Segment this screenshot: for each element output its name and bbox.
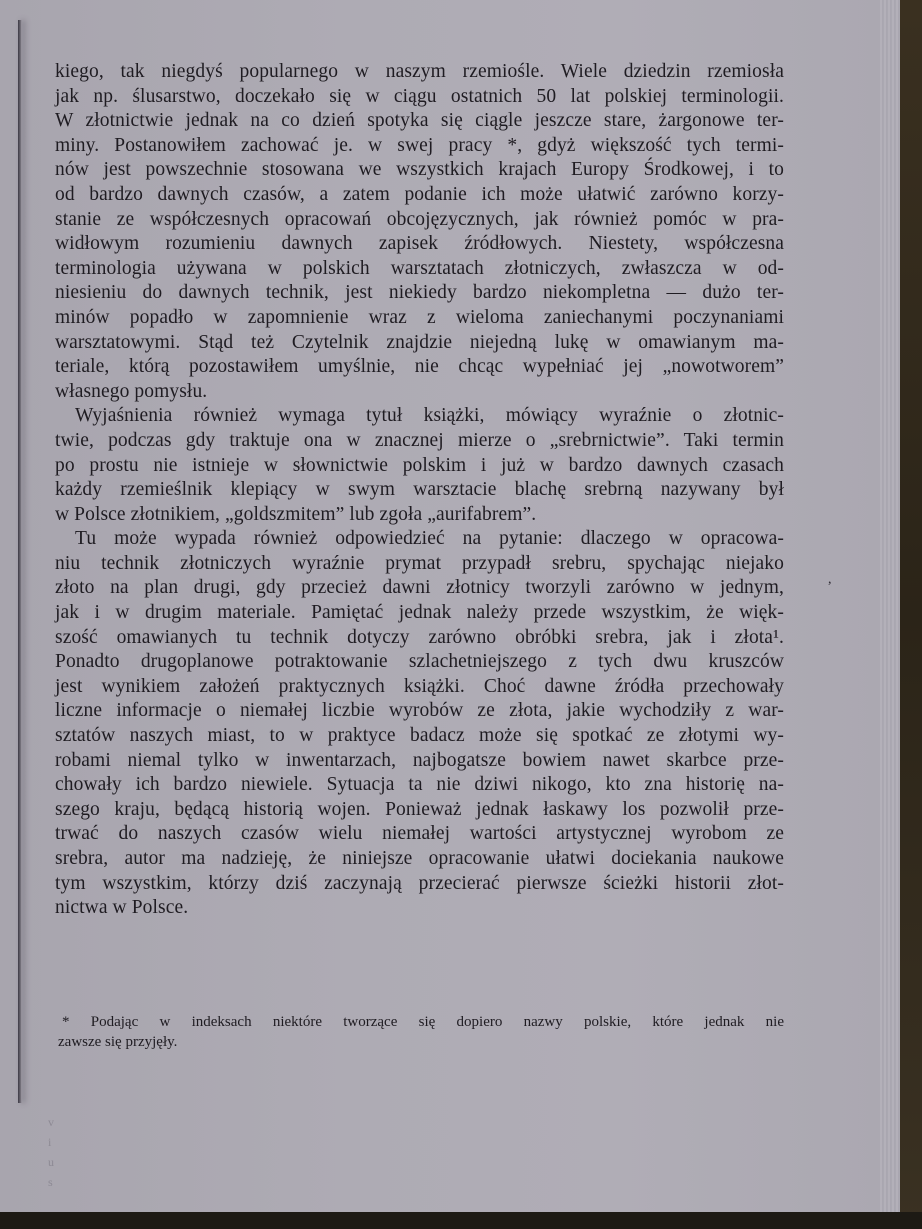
text-line: warsztatowymi. Stąd też Czytelnik znajdzie niejedną lukę w omawianym ma-: [55, 331, 784, 353]
body-text: [55, 60, 784, 921]
text-line: twie, podczas gdy traktuje ona w znacznej mierze o „srebrnictwie”. Taki termin: [55, 429, 784, 451]
text-line: terminologia używana w polskich warsztatach złotniczych, zwłaszcza w od-: [55, 257, 784, 279]
text-line: chowały ich bardzo niewiele. Sytuacja ta nie dziwi nikogo, kto zna historię na-: [55, 774, 784, 796]
text-line: Ponadto drugoplanowe potraktowanie szlachetniejszego z tych dwu kruszców: [55, 651, 784, 673]
text-line: po prostu nie istnieje w słownictwie polskim i już w bardzo dawnych czasach: [55, 454, 784, 476]
paragraph-1: [55, 60, 784, 404]
text-line: trwać do naszych czasów wielu niemałej wartości artystycznej wyrobom ze: [55, 823, 784, 845]
footnote-line: * Podając w indeksach niektóre tworzące się dopiero nazwy polskie, które jednak nie: [62, 1014, 784, 1030]
text-line: złoto na plan drugi, gdy przecież dawni złotnicy tworzyli zarówno w jednym,: [55, 577, 784, 599]
text-line: robami niemal tylko w inwentarzach, najbogatsze bowiem nawet skarbce prze-: [55, 749, 784, 771]
margin-mark: ,: [828, 572, 832, 587]
text-line: stanie ze współczesnych opracowań obcojęzycznych, jak również pomóc w pra-: [55, 208, 784, 230]
text-line: tym wszystkim, którzy dziś zaczynają przecierać pierwsze ścieżki historii złot-: [55, 872, 784, 894]
text-line: jak i w drugim materiale. Pamiętać jednak należy przede wszystkim, że więk-: [55, 602, 784, 624]
paragraph-3: [55, 527, 784, 921]
footnote: [58, 1012, 784, 1052]
text-line: widłowym rozumieniu dawnych zapisek źródłowych. Niestety, współczesna: [55, 233, 784, 255]
text-line: jest wynikiem założeń praktycznych książki. Choć dawne źródła przechowały: [55, 675, 784, 697]
ghost-mark: s: [48, 1175, 53, 1189]
text-line: niu technik złotniczych wyraźnie prymat przypadł srebru, spychając niejako: [55, 552, 784, 574]
text-line: szego kraju, będącą historią wojen. Ponieważ jednak łaskawy los pozwolił prze-: [55, 798, 784, 820]
text-line: każdy rzemieślnik klepiący w swym warsztacie blachę srebrną nazywany był: [55, 479, 784, 501]
text-line: minów popadło w zapomnienie wraz z wieloma zaniechanymi poczynaniami: [55, 306, 784, 328]
ghost-mark: i: [48, 1135, 52, 1149]
ghost-mark: v: [48, 1115, 54, 1129]
text-line: miny. Postanowiłem zachować je. w swej pracy *, gdyż większość tych termi-: [55, 134, 784, 156]
text-line: nictwa w Polsce.: [55, 897, 189, 919]
text-line: W złotnictwie jednak na co dzień spotyka się ciągle jeszcze stare, żargonowe ter-: [55, 110, 784, 132]
text-line: szość omawianych tu technik dotyczy zarówno obróbki srebra, jak i złota¹.: [55, 626, 784, 648]
paragraph-2: [55, 404, 784, 527]
page-gutter-shadow: [18, 20, 22, 1103]
text-line: sztatów naszych miast, to w praktyce badacz może się spotkać ze złotymi wy-: [55, 725, 784, 747]
text-line: w Polsce złotnikiem, „goldszmitem” lub zgoła „aurifabrem”.: [55, 503, 537, 525]
text-line: własnego pomysłu.: [55, 380, 208, 402]
text-line: liczne informacje o niemałej liczbie wyrobów ze złota, jakie wychodziły z war-: [55, 700, 784, 722]
table-surface-right: [900, 0, 922, 1229]
footnote-line: zawsze się przyjęły.: [58, 1034, 178, 1050]
ghost-mark: u: [48, 1155, 54, 1169]
table-surface-bottom: [0, 1212, 922, 1229]
text-line: nów jest powszechnie stosowana we wszystkich krajach Europy Środkowej, i to: [55, 159, 784, 181]
page-edge-stack: [880, 0, 900, 1212]
text-line: od bardzo dawnych czasów, a zatem podanie ich może ułatwić zarówno korzy-: [55, 183, 784, 205]
text-line: niesieniu do dawnych technik, jest niekiedy bardzo niekompletna — dużo ter-: [55, 282, 784, 304]
text-line: Tu może wypada również odpowiedzieć na pytanie: dlaczego w opracowa-: [75, 528, 784, 550]
text-line: srebra, autor ma nadzieję, że niniejsze opracowanie ułatwi dociekania naukowe: [55, 848, 784, 869]
text-line: jak np. ślusarstwo, doczekało się w ciągu ostatnich 50 lat polskiej terminologii.: [55, 85, 784, 107]
text-line: kiego, tak niegdyś popularnego w naszym rzemiośle. Wiele dziedzin rzemiosła: [55, 61, 784, 82]
text-line: teriale, którą pozostawiłem umyślnie, nie chcąc wypełniać jej „nowotworem”: [55, 356, 784, 378]
text-line: Wyjaśnienia również wymaga tytuł książki, mówiący wyraźnie o złotnic-: [75, 405, 784, 427]
show-through-marks: [48, 1112, 54, 1192]
